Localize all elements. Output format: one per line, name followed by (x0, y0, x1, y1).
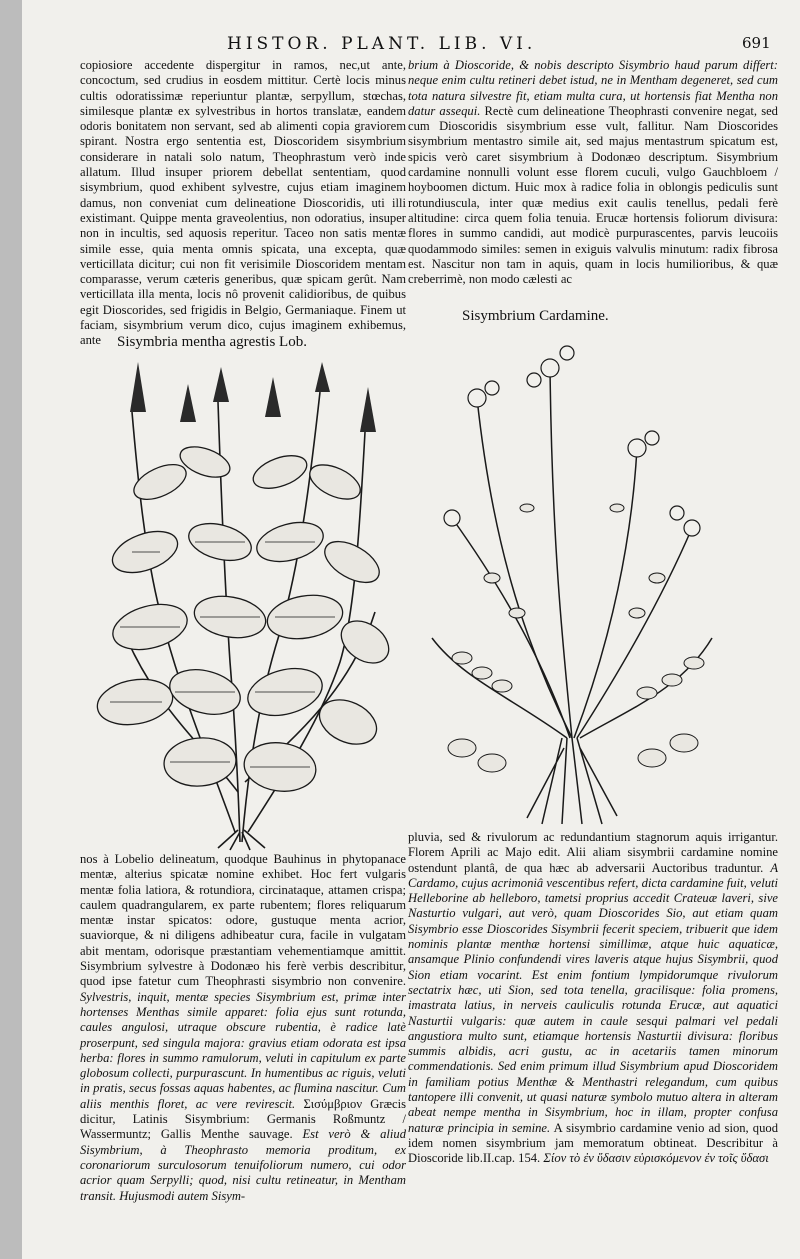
right-bottom-italic: A Cardamo, cujus acrimoniâ vescentibus refert, dicta cardamine fuit, veluti Helleborine ab helleboro, tametsi proprius accedit Crateuæ laveri, sive Nasturtio vulgari, aut verò, quam Dioscorides Sio, aut etiam quam Sisymbrio esse Dioscorides Sisymbrii fecerit speciem, tribuerit que idem nominis plantæ menthæ hortensi simillimæ, atque huic aquaticæ, ansamque Plinio confundendi vires laveris atque hujus Sisymbrii, quod Sion etiam vocarint. Est enim fontium lympidorumque rivulorum sectatrix hæc, uti Sion, sed tota tenella, gracilisque: folia promens, imastrata latius, in nerveis cauliculis rotunda Erucæ, aut aquatici Nasturtii vulgaris: quæ autem in caule sesqui palmari vel pedali angustiora multo sunt, etiamque hortensis Nasturtii divisura: floribus summis albidis, acri gustu, ac in acetariis tamen minorum commendationis. Sed enim primum illud Sisymbrium apud Dioscoridem in familiam potius Menthæ & Menthastri relegandum, cum quibus tantopere illi convenit, ut quasi naturæ symbolo mutuo altera in alteram abeat nempe mentha in Sisymbrium, hoc in illam, propter confusa naturæ principia in semine. (408, 860, 779, 1135)
cardamine-woodcut-illustration (422, 338, 722, 824)
left-bottom-italic: Sylvestris, inquit, mentæ species Sisymbrium est, primæ inter hortenses Menthas simile apparet: folia ejus sunt rotunda, caules angulosi, utraque obscure rubentia, è radice latè proserpunt, sed singula majora: gravius etiam odorata est ipsa herba: flores in summo ramulorum, veluti in capitulum ex parte globosum collecti, purpurascunt. In humentibus ac riguis, veluti in pratis, secus fossas aquas habentes, ac flumina nascitur. Cum aliis menthis floret, ac vere revirescit. (80, 989, 406, 1111)
left-bottom-paragraph: nos à Lobelio delineatum, quodque Bauhinus in phytopanace mentæ, alterius spicatæ nomine exhibet. Hoc fert vulgaris mentæ folia latiora, & rotundiora, circinataque, attamen crispa; caulem quadrangularem, ex parte rubentem; flores reliquarum mentæ instar spicatos: odore, gustuque menta acrior, suaviorque, & ni diligens adhibeatur cura, facile in vulgatam abit mentam, odorisque præstantiam vehementiamque amittit. Sisymbrium sylvestre à Dodonæo his ferè verbis describitur, quod ipse fatetur cum Theophrasti sisymbrio non convenire. (80, 852, 406, 989)
right-bottom-tail: A sisymbrio cardamine venio ad sion, quod idem nomen sisymbrium jam memoratum obtineat. Describitur à Dioscoride lib.II.cap. 154. (408, 1120, 778, 1166)
right-bottom-paragraph: pluvia, sed & rivulorum ac redundantium stagnorum aquis irrigantur. Florem Aprili ac Majo edit. Alii aliam sisymbrii cardamine nomine ostendunt plantâ, de qua hæc ab adversarii Auctoribus traduntur. (408, 830, 778, 875)
running-title: HISTOR. PLANT. LIB. VI. (227, 34, 537, 54)
scan-gutter (0, 0, 22, 1259)
right-figure-caption: Sisymbrium Cardamine. (462, 308, 609, 324)
left-figure-caption: Sisymbria mentha agrestis Lob. (117, 334, 307, 350)
book-page (22, 0, 800, 1259)
page-number: 691 (742, 34, 771, 52)
right-bottom-greek: Σίον τὸ ἐν ὕδασιν εὑρισκόμενον ἐν τοῖς ὕδασι (543, 1151, 769, 1166)
mint-woodcut-illustration (90, 362, 390, 850)
right-top-paragraph: Rectè cum delineatione Theophrasti convenire negat, sed cum Dioscoridis sisymbrium esse vult, fallitur. Nam Dioscorides sisymbrium mentastro simile ait, sed majus mentastrum spicatum est, spicis verò caret sisymbrium à Dodonæo descriptum. Sisymbrium cardamine nonnulli volunt esse florem cuculi, vulgo Gauchbloem / hoyboomen dictum. Huic mox à radice folia in oblongis pediculis sunt rotundiuscula, inter quæ medius exit caulis tenellus, pedali ferè altitudine: circa quem folia tenuia. Erucæ hortensis foliorum divisura: flores in summo candidi, aut modicè purpurascentes, parvis leucoiis quodammodo similes: semen in exiguis valvulis minutum: radix fibrosa est. Nascitur non tam in aquis, quam in locis humilioribus, & quæ creberrimè, non modo cælesti ac (408, 103, 778, 287)
left-bottom-tail: Est verò & aliud Sisymbrium, à Theophrasto memoria proditum, ex coronariorum surculosorum tenuifoliorum numero, cui odor acrior quam Serpylli; quod, nisi cultu retineatur, in Mentham transit. Hujusmodi autem Sisym- (80, 1127, 406, 1203)
left-bottom-vernacular: Σισύμβριον Græcis dicitur, Latinis Sisymbrium: Germanis Roßmuntz / Wassermuntz; Gallis Menthe sauvage. (80, 1096, 406, 1142)
left-top-paragraph: copiosiore accedente dispergitur in ramos, nec,ut ante, concoctum, sed crudius in eosdem mittitur. Certè locis minus cultis odoratissimæ reperiuntur plantæ, serpyllum, stœchas, similesque plantæ ex sylvestribus in hortos translatæ, eandem odoris bonitatem non servant, sed ab alimenti copia graviorem spirant. Nostra ergo sententia est, Dioscoridem sisymbrium considerare in natali solo natum, Theophrastum verò inde allatum. Illud insuper priorem debellat sententiam, quod sisymbrium, quod exhibent sylvestre, cujus etiam imaginem damus, non conveniat cum delineatione Dioscoridis, uti illi existimant. Quippe menta graveolentius, non odoratius, insuper non in incultis, sed aquosis reperitur. Taceo non satis mentæ simile esse, quia menta omnis spicata, una excepta, quæ verticillata dicitur; cui non fit verisimile Dioscoridem mentam comparasse, verum cæteris generibus, quæ spicam gerût. Nam verticillata illa menta, locis nô provenit calidioribus, de quibus egit Dioscorides, sed frigidis in Belgio, Germaniaque. Finem ut faciam, sisymbrium verum dico, cujus imaginem exhibemus, ante (80, 58, 406, 348)
right-top-italic: brium à Dioscoride, & nobis descripto Sisymbrio haud parum differt: neque enim cultu retineri debet istud, ne in Mentham degeneret, sed cum tota natura silvestre fit, etiam multa cura, ut hortensis fiat Mentha non datur assequi. (408, 58, 778, 118)
right-column-top (408, 58, 778, 306)
right-column-bottom (408, 830, 778, 1215)
left-column-bottom (80, 852, 406, 1207)
